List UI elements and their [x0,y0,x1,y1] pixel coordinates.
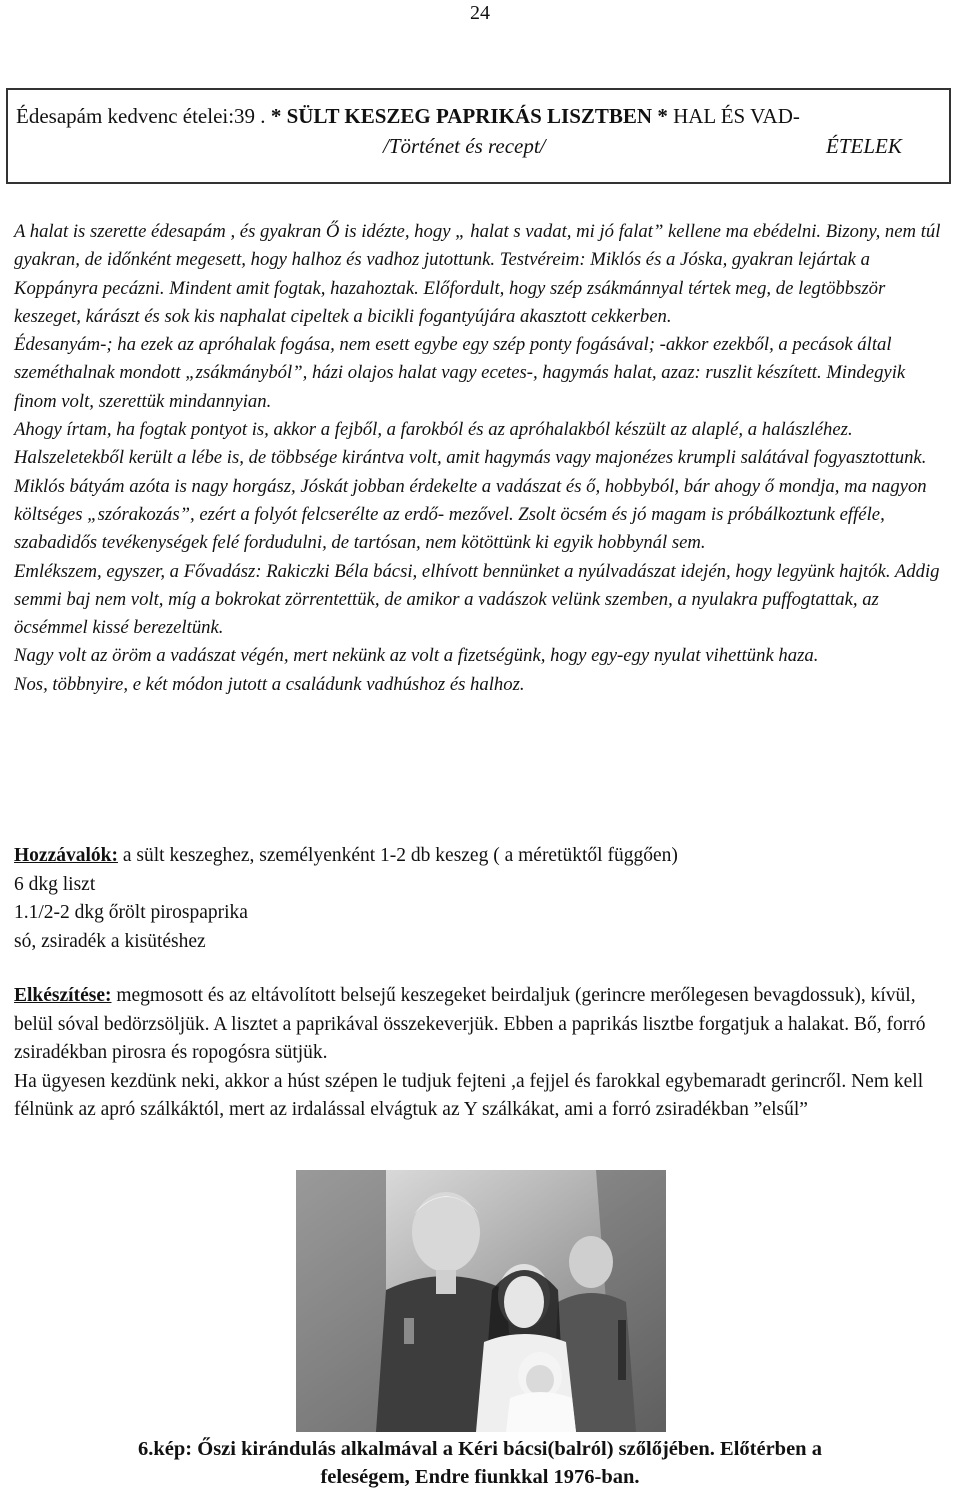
photo-illustration [296,1170,666,1432]
title-line-1 [16,104,800,129]
story-paragraph: Nos, többnyire, e két módon jutott a családunk vadhúshoz és halhoz. [14,673,525,695]
series-label: Édesapám kedvenc ételei:39 . [16,104,266,128]
subtitle: /Történet és recept/ [383,134,546,158]
story-paragraph: Ahogy írtam, ha fogtak pontyot is, akkor a fejből, a farokból és az apróhalakból készült az alaplé, a halászléhez. Halszeletekből került a lébe is, de többsége kirántva volt, amit hagymás vagy majonézes krumpli salátával fogyasztottunk. [14,419,927,469]
family-photo [296,1170,666,1432]
category-label-part2: ÉTELEK [826,134,902,158]
ingredients-section [14,842,949,956]
title-box [6,88,951,184]
preparation-text-2: Ha ügyesen kezdünk neki, akkor a húst szépen le tudjuk fejteni ,a fejjel és farokkal egybemaradt gerincről. Nem kell félnünk az apró szálkáktól, mert az irdalással elvágtuk az Y szálkákat, ami a forró zsiradékban ”elsűl” [14,1070,924,1120]
preparation-label: Elkészítése: [14,985,112,1006]
story-paragraph: Emlékszem, egyszer, a Fővadász: Rakiczki Béla bácsi, elhívott bennünket a nyúlvadászat idején, hogy legyünk hajtók. Addig semmi baj nem volt, míg a bokrokat zörrentettük, de amikor a vadászok velünk szemben, a nyulakra puffogtattak, az öcsémmel kissé berezeltünk. [14,560,940,639]
page-number: 24 [470,2,490,24]
story-paragraph: Miklós bátyám azóta is nagy horgász, Jóskát jobban érdekelte a vadászat és ő, hobbyból, bár ahogy ő mondja, ma nagyon költséges „szórakozás”, ezért a folyót felcserélte az erdő- mezővel. Zsolt öcsém és jó magam is próbálkoztunk efféle, szabadidős tevékenységek felé fordudulni, de tartósan, nem kötöttünk ki egyik hobbynál sem. [14,475,927,554]
story-paragraph: A halat is szerette édesapám , és gyakran Ő is idézte, hogy „ halat s vadat, mi jó falat” kellene ma ebédelni. Bizony, nem túl gyakran, de időnként megesett, hogy halhoz és vadhoz jutottunk. Testvéreim: Miklós és a Jóska, gyakran lejártak a Koppányra pecázni. Mindent amit fogtak, hazahoztak. Előfordult, hogy szép zsákmánnyal tértek meg, de legtöbbször keszeget, kárászt és sok kis naphalat cipeltek a bicikli fogantyújára akasztott cekkerben. [14,221,941,327]
story-paragraph: Nagy volt az öröm a vadászat végén, mert nekünk az volt a fizetségünk, hogy egy-egy nyulat vihettünk haza. [14,645,819,667]
story-paragraph: Édesanyám-; ha ezek az apróhalak fogása, nem esett egybe egy szép ponty fogásával; -akkor ezekből, a pecások által szeméthalnak mondott „zsákmányból”, házi olajos halat vagy ecetes-, hagymás halat, azaz: ruszlit készített. Mindegyik finom volt, szerettük mindannyian. [14,334,906,412]
preparation-text-1: megmosott és az eltávolított belsejű keszegeket beirdaljuk (gerincre merőlegesen bevagdossuk), kívül, belül sóval bedörzsöljük. A lisztet a paprikával összekeverjük. Ebben a paprikás lisztbe forgatjuk a halakat. Bő, forró zsiradékban pirosra és ropogósra sütjük. [14,985,926,1063]
caption-line-1: 6.kép: Őszi kirándulás alkalmával a Kéri bácsi(balról) szőlőjében. Előtérben a [138,1438,822,1460]
category-label-part1: HAL ÉS VAD- [673,104,800,128]
recipe-title: * SÜLT KESZEG PAPRIKÁS LISZTBEN * [265,104,674,128]
ingredient-item: só, zsiradék a kisütéshez [14,930,206,952]
story-text [14,218,944,699]
ingredient-item: 1.1/2-2 dkg őrölt pirospaprika [14,902,248,923]
ingredient-item: 6 dkg liszt [14,873,96,895]
caption-line-2: feleségem, Endre fiunkkal 1976-ban. [320,1466,640,1488]
preparation-section [14,982,949,1125]
photo-caption [0,1435,960,1491]
ingredients-intro: a sült keszeghez, személyenként 1-2 db keszeg ( a méretüktől függően) [117,845,678,866]
ingredients-label: Hozzávalók: [14,845,118,866]
